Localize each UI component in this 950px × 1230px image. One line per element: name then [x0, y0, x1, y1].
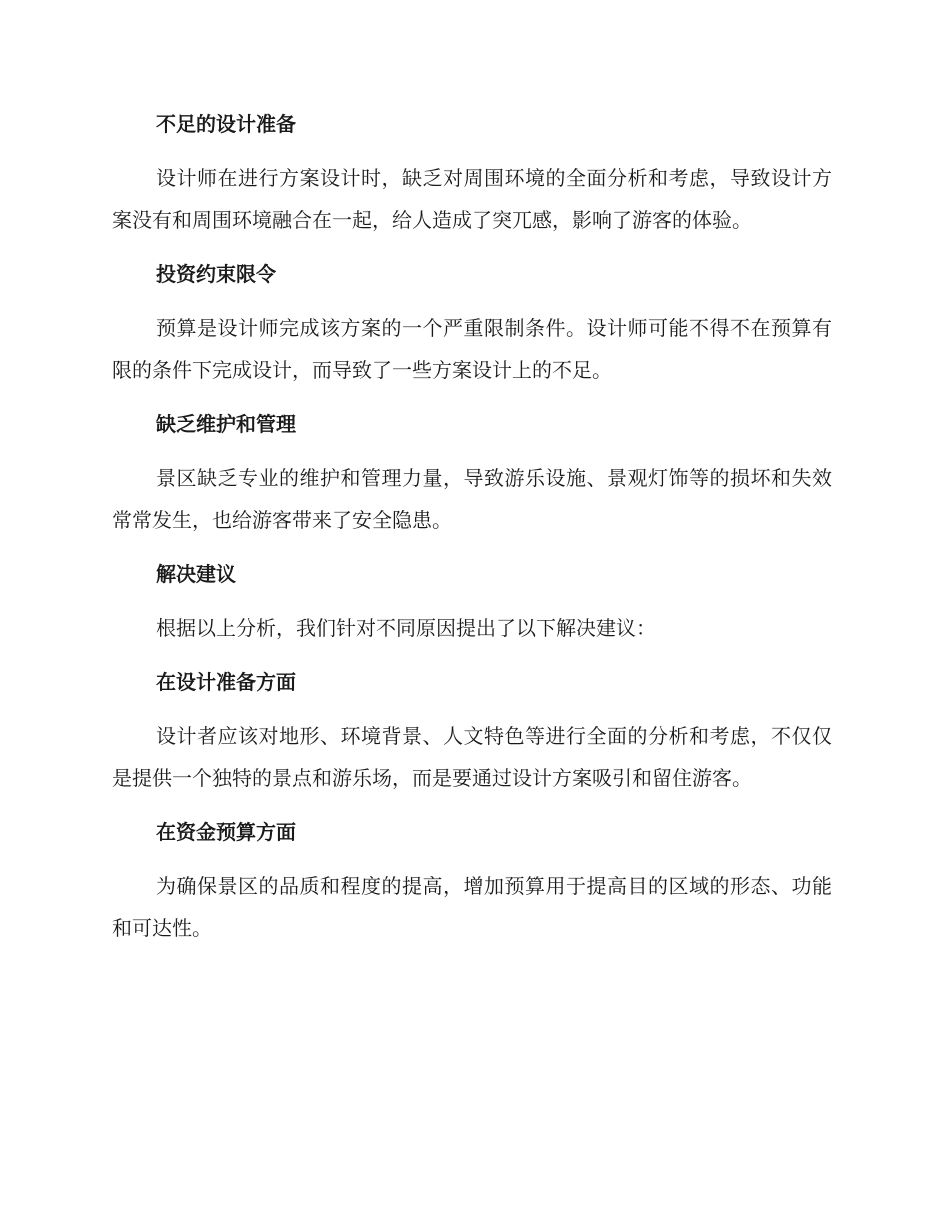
section-heading: 缺乏维护和管理 — [156, 412, 296, 436]
section-heading: 投资约束限令 — [156, 262, 276, 286]
section-heading: 不足的设计准备 — [156, 112, 296, 136]
section-paragraph: 设计者应该对地形、环境背景、人文特色等进行全面的分析和考虑，不仅仅是提供一个独特的景点和游乐场，而是要通过设计方案吸引和留住游客。 — [112, 724, 832, 790]
section-heading: 在资金预算方面 — [156, 820, 296, 844]
section-heading: 在设计准备方面 — [156, 670, 296, 694]
section-paragraph: 为确保景区的品质和程度的提高，增加预算用于提高目的区域的形态、功能和可达性。 — [112, 874, 832, 940]
section-paragraph: 设计师在进行方案设计时，缺乏对周围环境的全面分析和考虑，导致设计方案没有和周围环境融合在一起，给人造成了突兀感，影响了游客的体验。 — [112, 166, 832, 232]
section-paragraph: 景区缺乏专业的维护和管理力量，导致游乐设施、景观灯饰等的损坏和失效常常发生，也给游客带来了安全隐患。 — [112, 466, 832, 532]
document-page — [112, 104, 832, 962]
section-heading: 解决建议 — [156, 562, 236, 586]
section-paragraph: 预算是设计师完成该方案的一个严重限制条件。设计师可能不得不在预算有限的条件下完成设计，而导致了一些方案设计上的不足。 — [112, 316, 832, 382]
section-paragraph: 根据以上分析，我们针对不同原因提出了以下解决建议： — [156, 616, 656, 640]
